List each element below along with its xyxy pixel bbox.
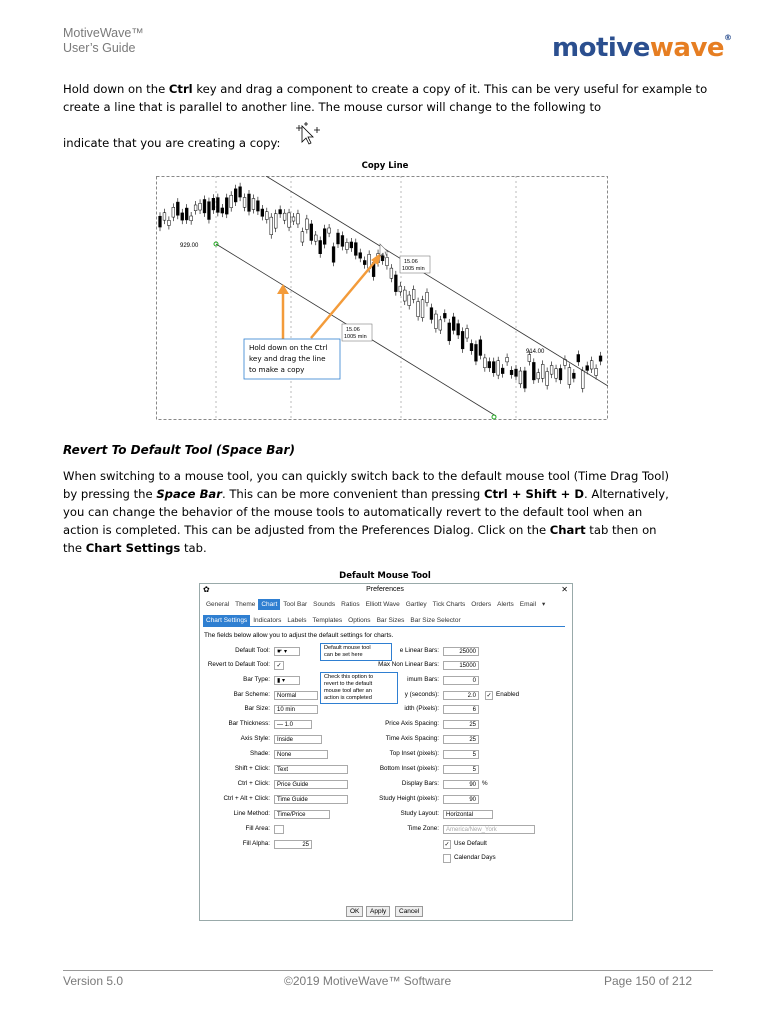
candle-body	[546, 372, 549, 386]
candle-body	[234, 189, 237, 202]
paragraph-copy: Hold down on the Ctrl key and drag a component to create a copy of it. This can be very useful for example to create a line that is parallel to another line. The mouse cursor will change to the following to	[63, 82, 708, 114]
candle-body	[292, 217, 295, 221]
candle-body	[439, 320, 442, 330]
header-product: MotiveWave™	[63, 26, 144, 40]
label-line-method: Line Method:	[233, 810, 270, 817]
candle-body	[230, 195, 233, 207]
footer-page: Page 150 of 212	[604, 974, 693, 988]
use-default-label: Use Default	[454, 840, 487, 847]
candle-body	[363, 260, 366, 264]
calendar-days-checkbox[interactable]	[443, 854, 451, 863]
calendar-days-label: Calendar Days	[454, 854, 496, 861]
apply-button[interactable]: Apply	[366, 906, 390, 917]
label-bar-size: Bar Size:	[244, 705, 270, 712]
candle-body	[341, 236, 344, 247]
candle-body	[350, 242, 353, 248]
candle-body	[199, 203, 202, 210]
label-fill-area: Fill Area:	[245, 825, 270, 832]
candle-body	[328, 228, 331, 233]
candle-body	[208, 202, 211, 220]
label-bar-scheme: Bar Scheme:	[233, 691, 270, 698]
candle-body	[337, 233, 340, 244]
settings-note: The fields below allow you to adjust the default settings for charts.	[204, 632, 394, 639]
candle-body	[475, 344, 478, 361]
candle-body	[159, 216, 162, 227]
copy-line-chart	[156, 176, 608, 420]
candle-body	[479, 340, 482, 356]
price-axis-spacing-spinner[interactable]: 25	[443, 720, 479, 729]
tab-tool-bar[interactable]: Tool Bar	[283, 601, 308, 608]
tab-chart[interactable]: Chart	[258, 599, 280, 610]
candle-body	[305, 219, 308, 230]
candle-body	[488, 362, 491, 368]
candle-body	[168, 220, 171, 225]
candle-body	[590, 361, 593, 369]
candle-body	[515, 369, 518, 376]
price-label-right: 914.00	[526, 349, 545, 355]
tab-bar-size-selector[interactable]: Bar Size Selector	[410, 617, 461, 624]
candle-body	[323, 229, 326, 245]
candle-body	[301, 232, 304, 242]
candle-body	[265, 212, 268, 220]
bar-scheme-select[interactable]: Normal	[274, 691, 318, 700]
candle-body	[163, 213, 166, 220]
candle-body	[568, 368, 571, 385]
candle-body	[257, 201, 260, 211]
candle-body	[528, 355, 531, 362]
section-heading: Revert To Default Tool (Space Bar)	[63, 443, 295, 457]
max-non-linear-bars-spinner[interactable]: 15000	[443, 661, 479, 670]
candle-body	[452, 317, 455, 330]
label-revert-default: Revert to Default Tool:	[207, 661, 270, 668]
tab-indicators[interactable]: Indicators	[253, 617, 282, 624]
linear-bars-spinner[interactable]: 25000	[443, 647, 479, 656]
candle-body	[537, 373, 540, 379]
footer-copyright: ©2019 MotiveWave™ Software	[284, 974, 452, 988]
candle-body	[239, 187, 242, 197]
candle-body	[394, 275, 397, 292]
ctrl-alt-click-select[interactable]: Time Guide	[274, 795, 348, 804]
candle-body	[586, 366, 589, 371]
candle-body	[359, 253, 362, 259]
label-default-tool: Default Tool:	[235, 647, 270, 654]
tab-ratios[interactable]: Ratios	[341, 601, 360, 608]
tab-sounds[interactable]: Sounds	[313, 601, 336, 608]
candle-body	[216, 198, 219, 213]
tab-labels[interactable]: Labels	[287, 617, 307, 624]
candle-body	[314, 235, 317, 241]
tab-chart-settings[interactable]: Chart Settings	[203, 615, 250, 626]
candle-body	[181, 213, 184, 220]
top-inset-spinner[interactable]: 5	[443, 750, 479, 759]
study-layout-select[interactable]: Horizontal	[443, 810, 493, 819]
cancel-button[interactable]: Cancel	[395, 906, 423, 917]
candle-body	[492, 362, 495, 373]
candle-body	[310, 224, 313, 241]
use-default-checkbox[interactable]: ✓	[444, 842, 450, 848]
candle-body	[595, 368, 598, 375]
tab-orders[interactable]: Orders	[471, 601, 492, 608]
candle-body	[288, 213, 291, 227]
candle-body	[248, 194, 251, 211]
main-tabs	[203, 599, 548, 610]
candle-body	[279, 210, 282, 214]
candle-body	[283, 213, 286, 220]
candle-body	[212, 198, 215, 210]
price-label-left: 929.00	[180, 243, 199, 249]
tab-elliott-wave[interactable]: Elliott Wave	[365, 601, 400, 608]
candle-body	[176, 202, 179, 215]
candle-body	[559, 368, 562, 379]
time-zone-select[interactable]: America/New_York	[443, 825, 535, 834]
svg-text:to make a copy: to make a copy	[249, 365, 305, 374]
candle-body	[381, 256, 384, 261]
candle-body	[270, 217, 273, 235]
label-axis-style: Axis Style:	[240, 735, 270, 742]
candle-body	[190, 216, 193, 221]
gear-icon[interactable]: ✿	[203, 585, 210, 594]
copy-cursor-icon	[292, 120, 322, 148]
candle-body	[252, 199, 255, 210]
candle-body	[599, 356, 602, 361]
label-bar-thickness: Bar Thickness:	[228, 720, 270, 727]
preferences-dialog: ✿ Preferences ✕ General Theme Chart Tool Bar Sounds Ratios Elliott Wave Gartley Tick Charts Orders Alerts Email ▾ Chart Settings Indicators Labels Templates Options Bar Sizes Bar Size Selector The fields below allow you to adjust the default settings for charts. Default Tool: Revert to Default Tool: Bar Type: Bar Scheme: Bar Size: Bar Thickness: Axis Style: Shade: Shift + Click: Ctrl + Click: Ctrl + Alt + Click: Line Method: Fill Area: Fill Alpha: ☛ ▾ ✓ ▮ ▾ Normal 10 min — 1.0 Inside None Text Price Guide Time Guide Time/Price 25 e Linear Bars: Max Non Linear Bars: imum Bars: y (seconds): idth (Pixels): Price Axis Spacing: Time Axis Spacing: Top Inset (pixels): Bottom Inset (pixels): Display Bars: Study Height (pixels): Study Layout: Time Zone: 25000 15000 0 2.0 ✓ Enabled 6 25 25 5 5 90 % 90 Horizontal America/New_York ✓ Use Default Calendar Days Default mouse tool can be set here Check this option to revert to the default mouse tool after an action is completed OK Apply Cancel	[199, 583, 573, 921]
width-pixels-spinner[interactable]: 6	[443, 705, 479, 714]
figure-caption-default-mouse-tool: Default Mouse Tool	[339, 571, 431, 581]
candle-body	[519, 371, 522, 384]
paragraph-revert: When switching to a mouse tool, you can quickly switch back to the default mouse tool (Time Drag Tool) by pressing the Space Bar. This can be more convenient than pressing Ctrl + Shift + D. Alternatively, you can change the behavior of the mouse tools to automatically revert to the default tool when an action is completed. This can be adjusted from the Preferences Dialog. Click on the Chart tab then on the Chart Settings tab.	[63, 469, 670, 555]
tab-email[interactable]: Email	[519, 601, 537, 608]
candle-body	[572, 373, 575, 378]
close-icon[interactable]: ✕	[561, 585, 568, 594]
candle-body	[501, 368, 504, 373]
delay-seconds-spinner[interactable]: 2.0	[443, 691, 479, 700]
label-shade: Shade:	[250, 750, 270, 757]
svg-text:15.06: 15.06	[404, 259, 418, 265]
svg-text:1005 min: 1005 min	[402, 266, 425, 272]
bar-thickness-select[interactable]: — 1.0	[274, 720, 312, 729]
candle-body	[581, 371, 584, 389]
shift-click-select[interactable]: Text	[274, 765, 348, 774]
candle-body	[461, 331, 464, 348]
candle-body	[457, 324, 460, 335]
candle-body	[408, 295, 411, 305]
motivewave-logo: motivewave®	[552, 33, 732, 63]
tab-options[interactable]: Options	[348, 617, 371, 624]
enabled-checkbox[interactable]: ✓	[486, 693, 492, 699]
candle-body	[203, 199, 206, 212]
candle-body	[403, 290, 406, 301]
tab-alerts[interactable]: Alerts	[497, 601, 514, 608]
candle-body	[261, 209, 264, 216]
candle-body	[497, 361, 500, 375]
bottom-inset-spinner[interactable]: 5	[443, 765, 479, 774]
candle-body	[354, 243, 357, 256]
ok-button[interactable]: OK	[346, 906, 363, 917]
label-ctrl-click: Ctrl + Click:	[237, 780, 270, 787]
candle-body	[417, 302, 420, 317]
ctrl-click-select[interactable]: Price Guide	[274, 780, 348, 789]
candle-body	[421, 300, 424, 318]
candle-body	[346, 242, 349, 249]
default-tool-select[interactable]: ☛ ▾	[274, 647, 300, 656]
dialog-title: Preferences	[366, 586, 404, 593]
tab-templates[interactable]: Templates	[312, 617, 343, 624]
tooltip-revert: Check this option to revert to the default mouse tool after an action is completed	[320, 672, 398, 704]
paragraph-copy-end: indicate that you are creating a copy:	[63, 136, 281, 150]
candle-body	[541, 364, 544, 378]
candle-body	[172, 207, 175, 217]
tab-theme[interactable]: Theme	[235, 601, 256, 608]
tabs-overflow-chevron-icon[interactable]: ▾	[542, 601, 546, 608]
candle-body	[443, 313, 446, 318]
candle-body	[297, 214, 300, 224]
tab-bar-sizes[interactable]: Bar Sizes	[376, 617, 405, 624]
tab-gartley[interactable]: Gartley	[405, 601, 427, 608]
candle-body	[319, 240, 322, 253]
tooltip-default-tool: Default mouse tool can be set here	[320, 643, 392, 661]
axis-style-select[interactable]: Inside	[274, 735, 322, 744]
candle-body	[555, 369, 558, 378]
minimum-bars-spinner[interactable]: 0	[443, 676, 479, 685]
candle-body	[194, 205, 197, 211]
fill-alpha-spinner[interactable]: 25	[274, 840, 312, 849]
tab-tick-charts[interactable]: Tick Charts	[432, 601, 466, 608]
candle-body	[426, 292, 429, 302]
candle-body	[550, 365, 553, 374]
candle-body	[185, 208, 188, 220]
footer-version: Version 5.0	[63, 974, 124, 988]
candle-body	[332, 247, 335, 263]
candle-body	[412, 289, 415, 299]
enabled-label: Enabled	[496, 691, 520, 698]
candle-body	[448, 323, 451, 341]
svg-text:15.06: 15.06	[346, 327, 360, 333]
sub-tabs	[203, 615, 565, 627]
candle-body	[466, 329, 469, 338]
candle-body	[470, 343, 473, 350]
candle-body	[386, 257, 389, 265]
svg-text:1005 min: 1005 min	[344, 334, 367, 340]
footer-divider	[63, 970, 713, 971]
line-method-select[interactable]: Time/Price	[274, 810, 330, 819]
candle-body	[221, 208, 224, 213]
candle-body	[399, 286, 402, 292]
bar-size-select[interactable]: 10 min	[274, 705, 318, 714]
label-fill-alpha: Fill Alpha:	[242, 840, 270, 847]
candle-body	[483, 358, 486, 368]
figure-caption-copy-line: Copy Line	[361, 161, 409, 171]
time-axis-spacing-spinner[interactable]: 25	[443, 735, 479, 744]
header-guide: User’s Guide	[63, 41, 136, 55]
revert-default-checkbox[interactable]: ✓	[274, 661, 284, 670]
label-bar-type: Bar Type:	[243, 676, 270, 683]
tab-general[interactable]: General	[206, 601, 230, 608]
display-bars-spinner[interactable]: 90	[443, 780, 479, 789]
candle-body	[274, 214, 277, 228]
bar-type-select[interactable]: ▮ ▾	[274, 676, 300, 685]
candle-body	[532, 362, 535, 380]
study-height-spinner[interactable]: 90	[443, 795, 479, 804]
candle-body	[225, 198, 228, 214]
svg-text:key and drag the line: key and drag the line	[249, 354, 326, 363]
candle-body	[524, 371, 527, 388]
candle-body	[243, 197, 246, 207]
label-ctrl-alt-click: Ctrl + Alt + Click:	[223, 795, 270, 802]
percent-label: %	[482, 780, 488, 787]
candle-body	[506, 357, 509, 361]
doc-header	[63, 26, 144, 56]
candle-body	[577, 354, 580, 361]
candle-body	[430, 308, 433, 320]
shade-select[interactable]: None	[274, 750, 328, 759]
label-shift-click: Shift + Click:	[234, 765, 270, 772]
candle-body	[510, 370, 513, 374]
fill-area-checkbox[interactable]	[274, 825, 284, 834]
candle-body	[390, 268, 393, 278]
candle-body	[435, 314, 438, 329]
svg-text:Hold down on the Ctrl: Hold down on the Ctrl	[249, 343, 328, 352]
